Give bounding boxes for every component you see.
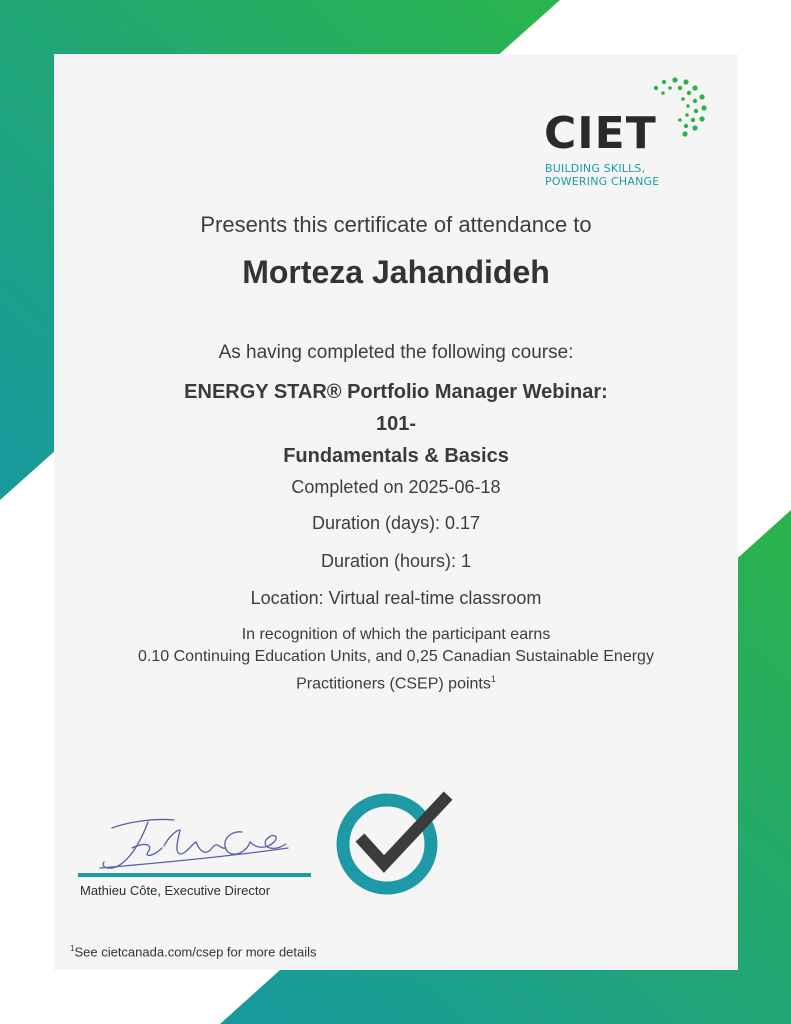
recognition-line1: In recognition of which the participant earns	[241, 626, 551, 643]
course-title	[54, 376, 738, 472]
duration-hours: Duration (hours): 1	[320, 551, 472, 571]
duration-days: Duration (days): 0.17	[311, 513, 481, 533]
logo-tagline	[545, 162, 659, 188]
as-having-text: As having completed the following course:	[218, 342, 574, 363]
checkmark-icon	[334, 786, 454, 898]
logo-wordmark: CIET	[544, 108, 657, 159]
location: Location: Virtual real-time classroom	[250, 588, 542, 608]
logo-tagline-line1: BUILDING SKILLS,	[545, 162, 646, 175]
recognition-line2: 0.10 Continuing Education Units, and 0,25 Canadian Sustainable Energy	[138, 648, 654, 665]
recognition-line3	[84, 668, 708, 695]
logo-tagline-line2: POWERING CHANGE	[545, 175, 660, 188]
footnote-marker: 1	[490, 674, 496, 684]
footnote-number: 1	[70, 944, 75, 953]
presents-text: Presents this certificate of attendance to	[200, 212, 592, 237]
ciet-logo	[540, 74, 720, 194]
signature-image	[88, 808, 308, 878]
footnote	[70, 944, 317, 959]
recognition-line3-text: Practitioners (CSEP) points	[296, 675, 491, 693]
course-title-line2: Fundamentals & Basics	[283, 445, 509, 467]
course-title-line1: ENERGY STAR® Portfolio Manager Webinar: 101-	[184, 381, 608, 435]
signature-line	[78, 873, 311, 877]
signatory-name: Mathieu Côte, Executive Director	[80, 883, 271, 898]
recipient-name: Morteza Jahandideh	[242, 254, 550, 290]
completed-date: Completed on 2025-06-18	[291, 477, 501, 497]
recognition-text	[54, 624, 738, 695]
footnote-text: See cietcanada.com/csep for more details	[74, 944, 317, 960]
